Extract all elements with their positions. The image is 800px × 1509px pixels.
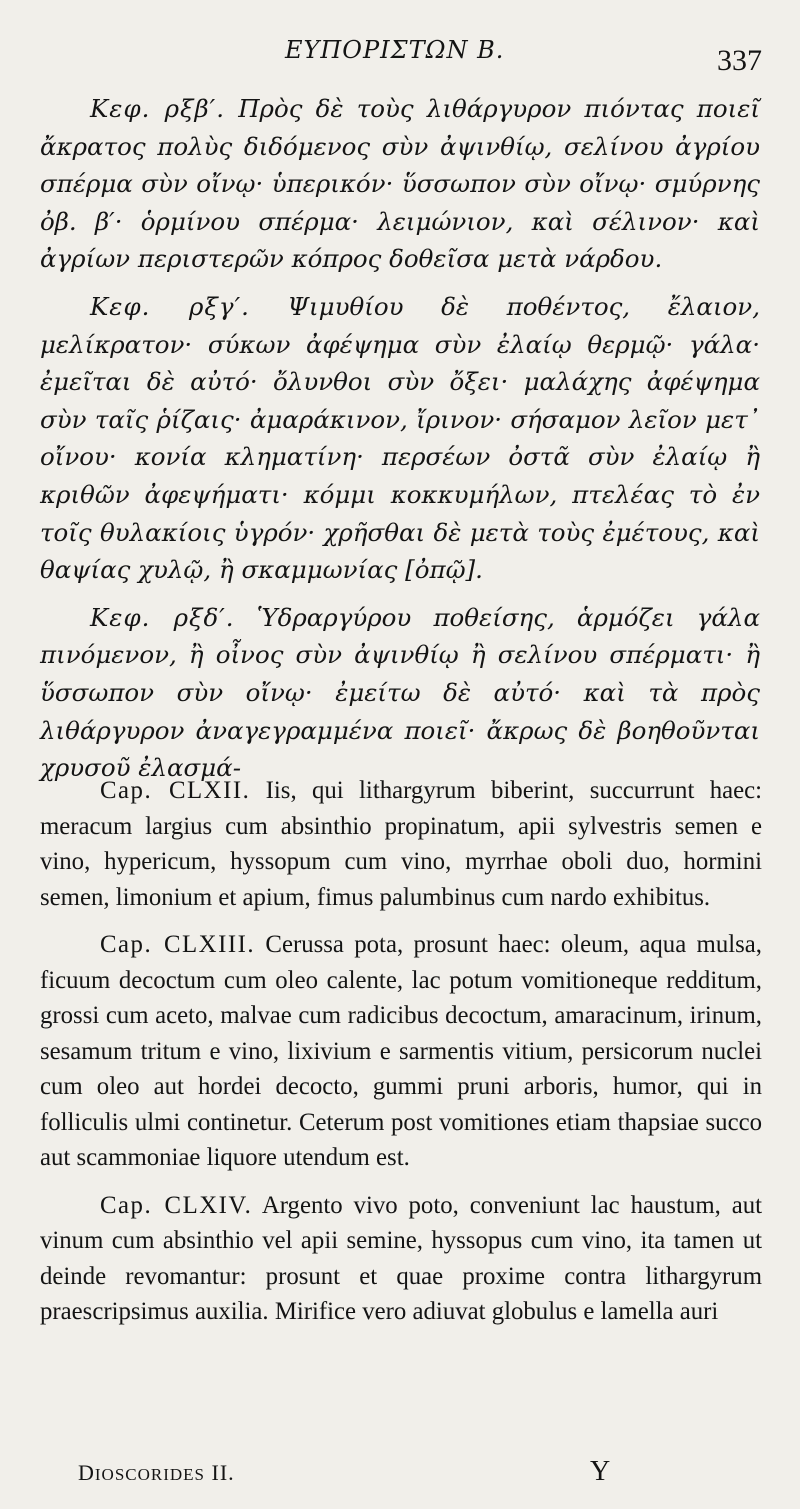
chapter-text: Ὑδραργύρου ποθείσης, ἁρμόζει γάλα πινόμενον, ἢ οἶνος σὺν ἀψινθίῳ ἢ σελίνου σπέρματι· ἢ ὕσσωπον σὺν οἴνῳ· ἐμείτω δὲ αὐτό· καὶ τὰ πρὸς λιθάργυρον ἀναγεγραμμένα ποιεῖ· ἄκρως δὲ βοηθοῦνται χρυσοῦ ἐλασμά- xyxy=(40,602,760,783)
greek-chapter-164 xyxy=(40,599,760,787)
running-title: ΕΥΠΟΡΙΣΤΩΝ Β. xyxy=(285,36,505,64)
latin-text-block xyxy=(40,773,762,1330)
signature-line xyxy=(78,1460,235,1486)
greek-chapter-163 xyxy=(40,288,760,589)
chapter-text: Iis, qui lithargyrum biberint, succurrunt haec: meracum largius cum absinthio propinatum, apii sylvestris semen e vino, hypericum, hyssopum cum vino, myrrhae oboli duo, hormini semen, limonium et apium, fimus palumbinus cum nardo exhibitus. xyxy=(40,777,763,911)
chapter-text: Argento vivo poto, conveniunt lac haustum, aut vinum cum absinthio vel apii semine, hyssopus cum vino, ita tamen ut deinde revomantur: prosunt et quae proxime contra lithargyrum praescripsimus auxilia. Mirifice vero adiuvat globulus e lamella auri xyxy=(40,1191,763,1325)
chapter-text: Ψιμυθίου δὲ ποθέντος, ἔλαιον, μελίκρατον· σύκων ἀφέψημα σὺν ἐλαίῳ θερμῷ· γάλα· ἐμεῖται δὲ αὐτό· ὄλυνθοι σὺν ὄξει· μαλάχης ἀφέψημα σὺν ταῖς ῥίζαις· ἀμαράκινον, ἴρινον· σήσαμον λεῖον μετ᾽ οἴνου· κονία κληματίνη· περσέων ὀστᾶ σὺν ἐλαίῳ ἢ κριθῶν ἀφεψήματι· κόμμι κοκκυμήλων, πτελέας τὸ ἐν τοῖς θυλακίοις ὑγρόν· χρῆσθαι δὲ μετὰ τοὺς ἐμέτους, καὶ θαψίας χυλῷ, ἢ σκαμμωνίας [ὀπῷ]. xyxy=(40,291,760,585)
chapter-text: Πρὸς δὲ τοὺς λιθάργυρον πιόντας ποιεῖ ἄκρατος πολὺς διδόμενος σὺν ἀψινθίῳ, σελίνου ἀγρίου σπέρμα σὺν οἴνῳ· ὑπερικόν· ὕσσωπον σὺν οἴνῳ· σμύρνης ὀβ. β′· ὁρμίνου σπέρμα· λειμώνιον, καὶ σέλινον· καὶ ἀγρίων περιστερῶν κόπρος δοθεῖσα μετὰ νάρδου. xyxy=(40,94,760,274)
page-number: 337 xyxy=(717,44,762,77)
chapter-heading: Cap. CLXII. xyxy=(100,777,251,804)
signature-initial: D xyxy=(78,1460,95,1485)
latin-chapter-164 xyxy=(40,1188,762,1330)
page-footer xyxy=(0,1458,800,1498)
signature-name: IOSCORIDES xyxy=(94,1465,206,1484)
latin-chapter-162 xyxy=(40,773,762,915)
chapter-heading: Κεφ. ρξδ′. xyxy=(90,602,235,632)
chapter-text: Cerussa pota, prosunt haec: oleum, aqua mulsa, ficuum decoctum cum oleo calente, lac potum vomitioneque redditum, grossi cum aceto, malvae cum radicibus decoctum, amaracinum, irinum, sesamum tritum e vino, lixivium e sarmentis vitium, persicorum nuclei cum oleo aut hordei decocto, gummi pruni arboris, humor, qui in folliculis ulmi continetur. Ceterum post vomitiones etiam thapsiae succo aut scammoniae liquore utendum est. xyxy=(40,931,762,1171)
chapter-heading: Cap. CLXIII. xyxy=(100,931,256,958)
latin-chapter-163 xyxy=(40,927,762,1176)
chapter-heading: Cap. CLXIV. xyxy=(100,1191,253,1219)
volume-number: II. xyxy=(211,1460,235,1485)
sheet-mark: Y xyxy=(590,1456,611,1487)
chapter-heading: Κεφ. ρξβ′. xyxy=(90,94,225,123)
chapter-heading: Κεφ. ρξγ′. xyxy=(90,291,250,321)
greek-chapter-162 xyxy=(40,90,760,278)
page-header xyxy=(0,30,800,80)
greek-text-block xyxy=(40,90,760,787)
